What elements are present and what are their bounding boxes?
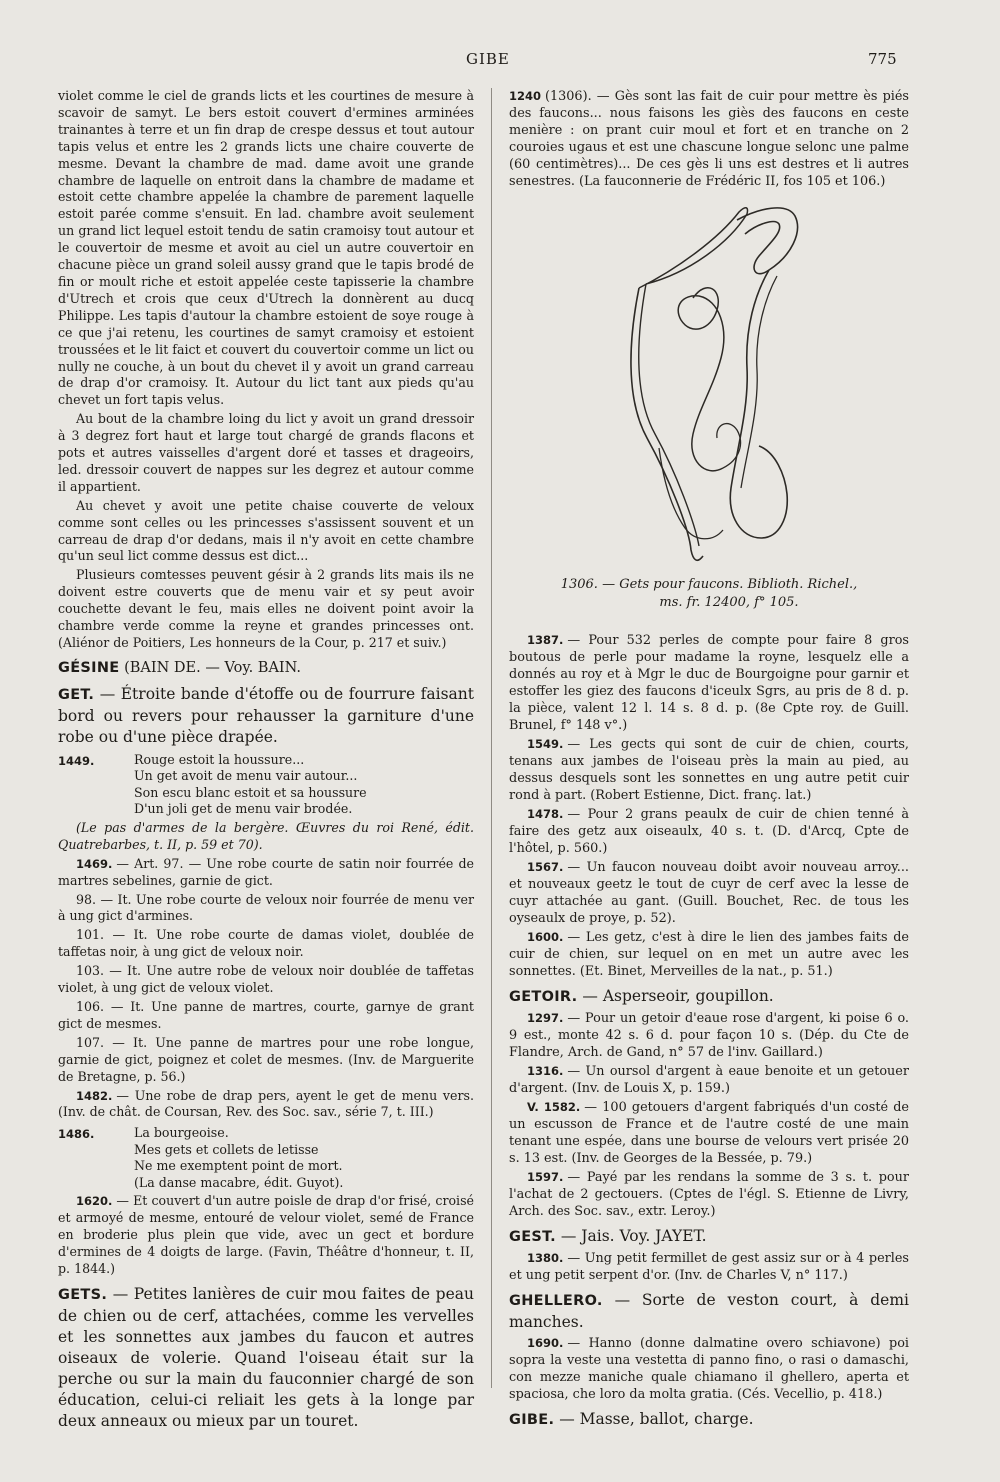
quote-107: 107. — It. Une panne de martres pour une robe longue, garnie de gict, poignez et colet de mesmes. (Inv. de Marguerite de Bretagne, p. 56.)	[58, 1034, 474, 1084]
jesses-illustration	[619, 198, 819, 570]
column-divider	[491, 88, 492, 1388]
quote-103: 103. — It. Une autre robe de veloux noir doublée de taffetas violet, à ung gict de veloux violet.	[58, 963, 474, 996]
year-label: 1486.	[58, 1127, 95, 1142]
headword: GHELLERO.	[509, 1293, 603, 1309]
quote-1582: V. 1582. — 100 getouers d'argent fabriqués d'un costé de un escusson de France et de l'autre costé de une main tenant une espée, dans une bourse de velours vert prisée 20 s. 13 est. (Inv. de Georges de la Bessée, p. 79.)	[509, 1100, 909, 1166]
left-column	[58, 88, 474, 1434]
verse-line: Rouge estoit la houssure...	[134, 751, 305, 767]
entry-getoir	[509, 986, 909, 1008]
entry-ghellero	[509, 1290, 909, 1333]
quote-1380: 1380. — Ung petit fermillet de gest assiz sur or à 4 perles et ung petit serpent d'or. (Inv. de Charles V, n° 117.)	[509, 1251, 909, 1283]
verse-line: (La danse macabre, édit. Guyot).	[134, 1174, 344, 1190]
quote-1690: 1690. — Hanno (donne dalmatine overo schiavone) poi sopra la veste una vestetta di panno fino, o rasi o damaschi, con mezze maniche quale chiamano il ghellero, aperta et spaciosa, che loro da molta gratia. (Cés. Vecellio, p. 418.)	[509, 1336, 909, 1402]
entry-gibe	[509, 1409, 909, 1431]
definition: — Masse, ballot, charge.	[554, 1410, 754, 1428]
headword: GETS.	[58, 1286, 108, 1303]
quote-1482: 1482. — Une robe de drap pers, ayent le get de menu vers. (Inv. de chât. de Coursan, Rev. des Soc. sav., série 7, t. III.)	[58, 1087, 474, 1120]
caption-line: 1306. — Gets pour faucons. Biblioth. Richel.,	[560, 577, 858, 592]
quote-101: 101. — It. Une robe courte de damas violet, doublée de taffetas noir, à ung gict de veloux noir.	[58, 927, 474, 960]
quote-1620: 1620. — Et couvert d'un autre poisle de drap d'or frisé, croisé et armoyé de mesme, entouré de velour violet, semé de France en broderie plus plein que vide, avec un gect et bordure d'ermines de 4 doigts de large. (Favin, Théâtre d'honneur, t. II, p. 1844.)	[58, 1193, 474, 1276]
headword: GÉSINE	[58, 659, 120, 676]
running-header	[0, 50, 1000, 80]
source-citation: (Le pas d'armes de la bergère. Œuvres du roi René, édit. Quatrebarbes, t. II, p. 59 et 70).	[58, 819, 474, 852]
quote-1240: 1240 (1306). — Gès sont las fait de cuir pour mettre ès piés des faucons... nous faisons les giès des faucons en ceste menière : on prant cuir moul et fort et en tranche on 2 couroies ugaus et est une chascune longue selonc une palme (60 centimètres)... De ces gès li uns est destres et li autres senestres. (La fauconnerie de Frédéric II, fos 105 et 106.)	[509, 89, 909, 189]
quote-1600: 1600. — Les getz, c'est à dire le lien des jambes faits de cuir de chien, sur lequel on en met un autre avec les sonnettes. (Et. Binet, Merveilles de la nat., p. 51.)	[509, 930, 909, 979]
verse-line: Ne me exemptent point de mort.	[134, 1158, 343, 1174]
figure-caption	[509, 576, 909, 612]
quote-106: 106. — It. Une panne de martres, courte, garnye de grant gict de mesmes.	[58, 998, 474, 1031]
quote-1567: 1567. — Un faucon nouveau doibt avoir nouveau arroy... et nouveaux geetz le tout de cuyr de cerf avec la lesse de cuyr attachée au gant. (Guill. Bouchet, Rec. de tous les oyseaulx de proye, p. 52).	[509, 860, 909, 926]
quote-1387: 1387. — Pour 532 perles de compte pour faire 8 gros boutous de perle pour madame la royne, lesquelz elle a donnés au roy et à Mgr le duc de Bourgoigne pour garnir et estoffer les giez des faucons d'iceulx Sgrs, au pris de 8 d. p. la pièce, valent 12 l. 14 s. 8 d. p. (8e Cpte roy. de Guill. Brunel, f° 148 v°.)	[509, 633, 909, 733]
quote-1316: 1316. — Un oursol d'argent à eaue benoite et un getouer d'argent. (Inv. de Louis X, p. 159.)	[509, 1064, 909, 1096]
headword: GIBE.	[509, 1412, 555, 1428]
entry-gest	[509, 1226, 909, 1248]
headword: GET.	[58, 686, 95, 703]
year-label: 1449.	[58, 753, 95, 768]
caption-line: ms. fr. 12400, f° 105.	[659, 595, 799, 610]
paragraph: Au chevet y avoit une petite chaise couverte de veloux comme sont celles ou les princesses s'assissent souvent et un carreau de drap d'or dedans, mais il n'y avoit en cette chambre qu'un seul lict comme dessus est dict...	[58, 497, 474, 564]
verse-line: Un get avoit de menu vair autour...	[134, 768, 358, 784]
quote-1297: 1297. — Pour un getoir d'eaue rose d'argent, ki poise 6 o. 9 est., monte 42 s. 6 d. pour façon 10 s. (Dép. du Cte de Flandre, Arch. de Gand, n° 57 de l'inv. Gaillard.)	[509, 1011, 909, 1060]
verse-quote	[58, 1125, 474, 1191]
quote-1478: 1478. — Pour 2 grans peaulx de cuir de chien tenné à faire des getz aux oiseaulx, 40 s. t. (D. d'Arcq, Cpte de l'hôtel, p. 560.)	[509, 807, 909, 856]
verse-line: D'un joli get de menu vair brodée.	[134, 801, 353, 817]
entry-gesine	[58, 658, 474, 678]
entry-gets	[58, 1284, 474, 1432]
paragraph: Au bout de la chambre loing du lict y avoit un grand dressoir à 3 degrez fort haut et large tout chargé de grands flacons et pots et autres vaisselles d'argent doré et tasses et drageoirs, led. dressoir couvert de nappes sur les degrez et autour comme il appartient.	[58, 411, 474, 494]
definition: (BAIN DE. — Voy. BAIN.	[119, 659, 302, 676]
paragraph: Plusieurs comtesses peuvent gésir à 2 grands lits mais ils ne doivent estre couverts que de menu vair et sy peut avoir couchette devant le feu, mais elles ne doivent point avoir la chambre verde comme la reyne et grandes princesses ont. (Aliénor de Poitiers, Les honneurs de la Cour, p. 217 et suiv.)	[58, 567, 474, 650]
page-number: 775	[868, 50, 897, 68]
paragraph: violet comme le ciel de grands licts et les courtines de mesure à scavoir de samyt. Le bers estoit couvert d'ermines arminées trainantes à terre et un fin drap de crespe dessus et tout autour tapis velus et entre les 2 grands licts une chaire couverte de mesme. Devant la chambre de mad. dame avoit une grande chambre de laquelle on entroit dans la chambre de madame et estoit cette chambre appelée la chambre de parement laquelle estoit parée comme s'ensuit. En lad. chambre avoit seulement un grand lict lequel estoit tendu de satin cramoisy tout autour et le couvertoir de mesme et avoit au ciel un autre couvertoir en chacune pièce un grand soleil aussy grand que le tapis brodé de fin or moult riche et estoit appelée ceste tapisserie la chambre d'Utrech et crois que ceux d'Utrech la donnèrent au ducq Philippe. Les tapis d'autour la chambre estoient de soye rouge à ce que j'ai retenu, les courtines de samyt cramoisy et estoient troussées et le lit faict et couvert du couvertoir comme un lict ou nully ne couche, à un bout du chevet il y avoit un grand carreau de drap d'or cramoisy. It. Autour du lict tant aux pieds qu'au chevet un fort tapis velus.	[58, 88, 474, 408]
right-column	[509, 88, 909, 1433]
definition: — Jais. Voy. JAYET.	[555, 1227, 707, 1245]
definition: — Petites lanières de cuir mou faites de peau de chien ou de cerf, attachées, comme les vervelles et les sonnettes aux jambes du faucon et autres oiseaux de volerie. Quand l'oiseau était sur la perche ou sur la main du fauconnier chargé de son éducation, celui-ci reliait les gets à la longe par deux anneaux ou mieux par un touret.	[58, 1284, 474, 1430]
quote-1549: 1549. — Les gects qui sont de cuir de chien, courts, tenans aux jambes de l'oiseau près la main au pied, au dessus desquels sont les sonnettes en ung autre petit cuir rond à part. (Robert Estienne, Dict. franç. lat.)	[509, 737, 909, 803]
definition: — Asperseoir, goupillon.	[577, 987, 774, 1005]
headword: GETOIR.	[509, 989, 578, 1005]
entry-get	[58, 684, 474, 748]
falcon-jesses-figure	[509, 198, 909, 570]
verse-line: Mes gets et collets de letisse	[134, 1141, 319, 1157]
verse-quote	[58, 752, 474, 818]
verse-line: Son escu blanc estoit et sa houssure	[134, 784, 367, 800]
quote-1469: 1469. — Art. 97. — Une robe courte de satin noir fourrée de martres sebelines, garnie de gict.	[58, 855, 474, 888]
quote-98: 98. — It. Une robe courte de veloux noir fourrée de menu ver à ung gict d'armines.	[58, 891, 474, 924]
definition: — Sorte de veston court, à demi manches.	[509, 1291, 909, 1331]
running-title: GIBE	[466, 50, 510, 68]
headword: GEST.	[509, 1229, 556, 1245]
verse-line: La bourgeoise.	[134, 1125, 229, 1141]
quote-1597: 1597. — Payé par les rendans la somme de 3 s. t. pour l'achat de 2 gectouers. (Cptes de l'égl. S. Etienne de Livry, Arch. des Soc. sav., extr. Leroy.)	[509, 1170, 909, 1219]
definition: — Étroite bande d'étoffe ou de fourrure faisant bord ou revers pour rehausser la garniture d'une robe ou d'une pièce drapée.	[58, 684, 474, 746]
